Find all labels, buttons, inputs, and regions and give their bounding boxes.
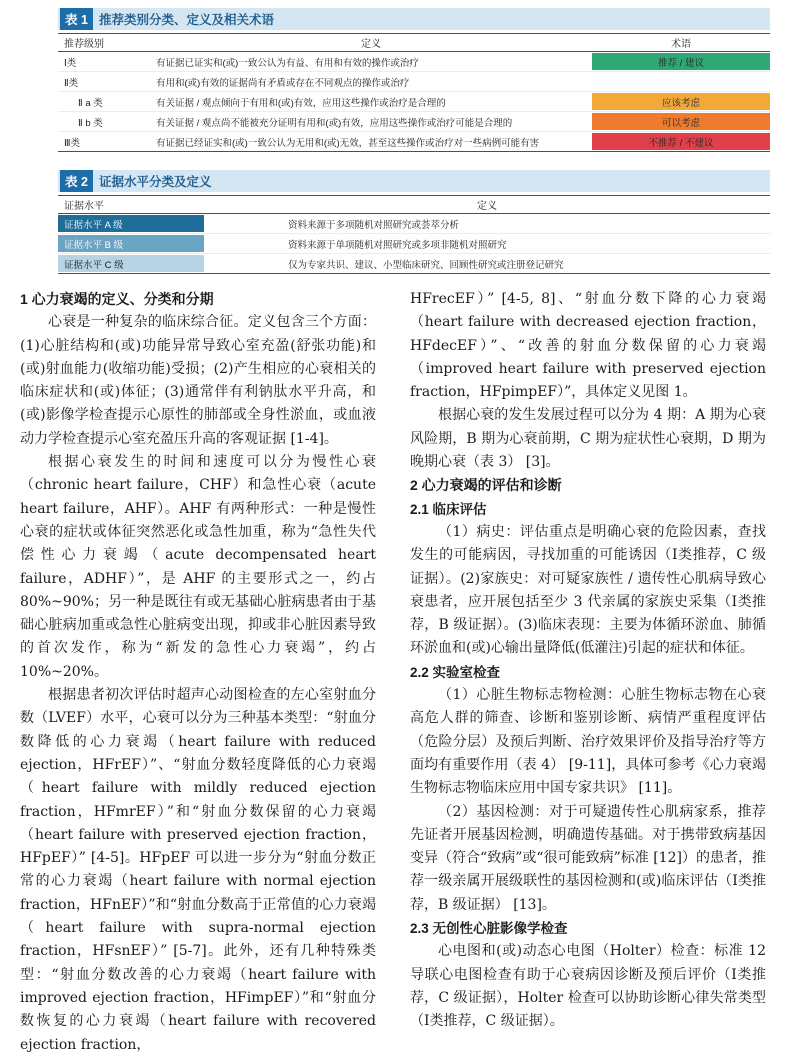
table-2-cell-definition: 资料来源于单项随机对照研究或多项非随机对照研究 [288,239,507,251]
table-2-cell-level: 证据水平 A 级 [58,215,204,232]
table-2-number: 表 2 [60,170,93,192]
table-1-cell-term: 可以考虑 [592,113,770,130]
table-1-row [58,132,770,152]
table-1-title-bar [58,8,770,30]
paragraph: 心电图和(或)动态心电图（Holter）检查：标准 12 导联心电图检查有助于心衰病因诊断及预后评价（Ⅰ类推荐，C 级证据），Holter 检查可以协助诊断心律失常类型（Ⅰ类推荐，C 级证据）。 [410,943,766,1030]
paragraph: 根据心衰发生的时间和速度可以分为慢性心衰（chronic heart failure，CHF）和急性心衰（acute heart failure，AHF）。AHF 有两种形式：一种是慢性心衰的症状或体征突然恶化或急性加重，称为“急性失代偿性心力衰竭（acute decompensated heart failure，ADHF）”，是 AHF 的主要形式之一，约占 80%~90%；另一种是既往有或无基础心脏病患者由于基础心脏病加重或急性心脏病变出现，抑或非心脏因素导致的首次发作，称为“新发的急性心力衰竭”，约占 10%~20%。 [20,454,376,680]
table-1-row [58,92,770,112]
subsection-heading-2-2: 2.2 实验室检查 [410,664,501,680]
right-column [410,288,766,1034]
subsection-heading-2-3: 2.3 无创性心脏影像学检查 [410,921,568,937]
table-2-title-bar [58,170,770,192]
table-2-cell-level: 证据水平 C 级 [58,255,204,272]
paragraph: 根据患者初次评估时超声心动图检查的左心室射血分数（LVEF）水平，心衰可以分为三种基本类型：“射血分数降低的心力衰竭（heart failure with reduced ejection，HFrEF）”、“射血分数轻度降低的心力衰竭（heart failure with mildly reduced ejection fraction，HFmrEF）”和“射血分数保留的心力衰竭（heart failure with preserved ejection fraction，HFpEF）” [4-5]。HFpEF 可以进一步分为“射血分数正常的心力衰竭（heart failure with normal ejection fraction，HFnEF）”和“射血分数高于正常值的心力衰竭（heart failure with supra-normal ejection fraction，HFsnEF）” [5-7]。此外，还有几种特殊类型：“射血分数改善的心力衰竭（heart failure with improved ejection fraction，HFimpEF）”和“射血分数恢复的心力衰竭（heart failure with recovered ejection fraction， [20,687,376,1053]
table-1-cell-term: 不推荐 / 不建议 [592,133,770,150]
table-1-header-level: 推荐级别 [64,39,104,50]
table-1-cell-level: Ⅱ类 [64,77,79,89]
table-2-row [58,214,770,234]
table-1-cell-definition: 有证据已证实和(或)一致公认为有益、有用和有效的操作或治疗 [156,57,419,69]
paragraph: 心衰是一种复杂的临床综合征。定义包含三个方面：(1)心脏结构和(或)功能异常导致心室充盈(舒张功能)和(或)射血能力(收缩功能)受损；(2)产生相应的心衰相关的临床症状和(或)体征；(3)通常伴有利钠肽水平升高，和(或)影像学检查提示心原性的肺部或全身性淤血，或血液动力学检查提示心室充盈压升高的客观证据 [1-4]。 [20,314,376,447]
table-1-header [58,33,770,52]
table-1 [58,8,770,152]
table-1-row [58,52,770,72]
table-1-header-term: 术语 [671,39,691,50]
table-1-cell-level: Ⅱ b 类 [78,117,103,129]
table-2-header-level: 证据水平 [64,201,104,212]
paragraph-continued: HFrecEF）” [4-5, 8]、“射血分数下降的心力衰竭（heart failure with decreased ejection fraction，HFdecEF）”、“改善的射血分数保留的心力衰竭（improved heart failure with preserved ejection fraction，HFpimpEF）”，具体定义见图 1。 [410,291,766,401]
section-heading-1: 1 心力衰竭的定义、分类和分期 [20,291,214,307]
table-1-header-definition: 定义 [361,39,381,50]
table-2-cell-level: 证据水平 B 级 [58,235,204,252]
table-2-body [58,214,770,274]
table-1-body [58,52,770,152]
table-1-row [58,112,770,132]
table-1-cell-definition: 有关证据 / 观点尚不能被充分证明有用和(或)有效，应用这些操作或治疗可能是合理的 [156,117,513,129]
table-1-cell-term [592,73,770,90]
section-heading-2: 2 心力衰竭的评估和诊断 [410,477,562,494]
table-2-title: 证据水平分类及定义 [98,175,212,189]
table-2-row [58,234,770,254]
table-1-title: 推荐类别分类、定义及相关术语 [98,13,274,27]
table-1-cell-term: 应该考虑 [592,93,770,110]
table-1-cell-definition: 有关证据 / 观点倾向于有用和(或)有效，应用这些操作或治疗是合理的 [156,97,446,109]
table-2-header-definition: 定义 [477,201,497,212]
table-2-cell-definition: 仅为专家共识、建议、小型临床研究、回顾性研究或注册登记研究 [288,259,564,271]
table-1-cell-level: Ⅲ类 [64,137,81,149]
table-2-cell-definition: 资料来源于多项随机对照研究或荟萃分析 [288,219,460,231]
table-1-number: 表 1 [60,8,93,30]
table-1-cell-definition: 有证据已经证实和(或)一致公认为无用和(或)无效，甚至这些操作或治疗对一些病例可能有害 [156,137,540,149]
paragraph: （1）病史：评估重点是明确心衰的危险因素，查找发生的可能病因，寻找加重的可能诱因（Ⅰ类推荐，C 级证据）。(2)家族史：对可疑家族性 / 遗传性心肌病导致心衰患者，应开展包括至少 3 代亲属的家族史采集（Ⅰ类推荐，B 级证据）。(3)临床表现：主要为体循环淤血、肺循环淤血和(或)心输出量降低(低灌注)引起的症状和体征。 [410,523,766,657]
subsection-heading-2-1: 2.1 临床评估 [410,501,487,517]
table-2-header [58,195,770,214]
table-2-row [58,254,770,274]
table-1-cell-definition: 有用和(或)有效的证据尚有矛盾或存在不同观点的操作或治疗 [156,77,410,89]
table-2 [58,170,770,274]
table-1-cell-term: 推荐 / 建议 [592,53,770,70]
paragraph: 根据心衰的发生发展过程可以分为 4 期：A 期为心衰风险期，B 期为心衰前期，C 期为症状性心衰期，D 期为晚期心衰（表 3） [3]。 [410,407,766,471]
table-1-cell-level: Ⅱ a 类 [78,97,103,109]
paragraph: （2）基因检测：对于可疑遗传性心肌病家系，推荐先证者开展基因检测，明确遗传基础。对于携带致病基因变异（符合“致病”或“很可能致病”标准 [12]）的患者，推荐一级亲属开展级联性的基因检测和(或)临床评估（Ⅰ类推荐，B 级证据） [13]。 [410,803,766,913]
left-column [20,288,376,1057]
paragraph: （1）心脏生物标志物检测：心脏生物标志物在心衰高危人群的筛查、诊断和鉴别诊断、病情严重程度评估（危险分层）及预后判断、治疗效果评价及指导治疗等方面均有重要作用（表 4） [9-11]，具体可参考《心力衰竭生物标志物临床应用中国专家共识》 [11]。 [410,687,766,797]
table-1-row [58,72,770,92]
table-1-cell-level: Ⅰ类 [64,57,77,69]
